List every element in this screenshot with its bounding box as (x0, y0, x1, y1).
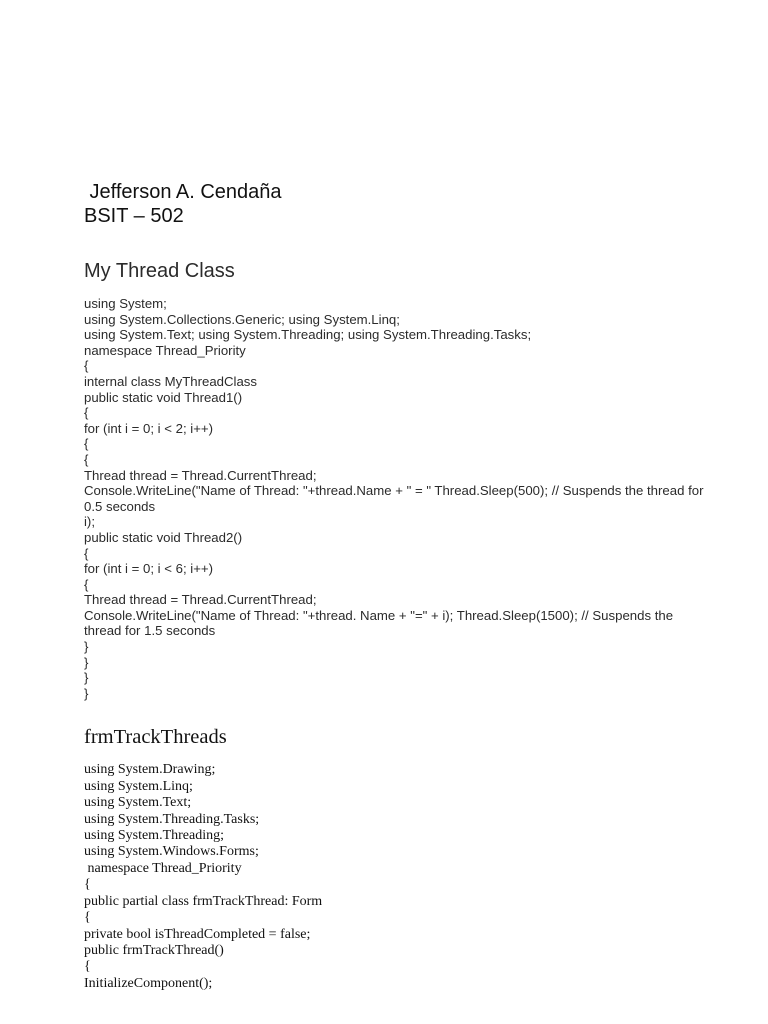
code-line: } (84, 685, 89, 701)
code-line: Thread thread = Thread.CurrentThread; (84, 592, 317, 608)
code-line: } (84, 670, 89, 686)
code-line: InitializeComponent(); (84, 975, 213, 991)
code-line: internal class MyThreadClass (84, 373, 257, 389)
code-line: namespace Thread_Priority (84, 860, 242, 876)
code-line: { (84, 545, 89, 561)
code-line: Console.WriteLine("Name of Thread: "+thread.Name + " = " Thread.Sleep(500); // Suspends the thread for 0.5 seconds (84, 483, 708, 514)
code-line: public static void Thread1() (84, 389, 243, 405)
code-line: private bool isThreadCompleted = false; (84, 926, 311, 942)
code-line: { (84, 451, 89, 467)
code-line: } (84, 639, 89, 655)
document-page (84, 180, 708, 992)
code-line: Thread thread = Thread.CurrentThread; (84, 467, 317, 483)
code-line: { (84, 576, 89, 592)
code-line: { (84, 436, 89, 452)
code-line: using System.Drawing; (84, 762, 216, 778)
code-block-frm-track-threads (84, 762, 704, 992)
code-line: { (84, 959, 91, 975)
code-line: using System.Threading.Tasks; (84, 811, 260, 827)
code-line: { (84, 910, 91, 926)
code-line: using System.Threading; (84, 828, 224, 844)
code-block-my-thread-class (84, 296, 708, 701)
author-name: Jefferson A. Cendaña (84, 181, 282, 203)
code-line: using System.Linq; (84, 778, 193, 794)
author-section: BSIT – 502 (84, 205, 184, 227)
code-line: i); (84, 514, 95, 530)
code-line: for (int i = 0; i < 6; i++) (84, 561, 214, 577)
code-line: using System.Text; (84, 795, 192, 811)
code-line: using System.Text; using System.Threading; using System.Threading.Tasks; (84, 327, 532, 343)
section-heading-my-thread-class: My Thread Class (84, 260, 235, 282)
code-line: using System; (84, 296, 167, 311)
code-line: { (84, 405, 89, 421)
code-line: } (84, 654, 89, 670)
code-line: using System.Windows.Forms; (84, 844, 259, 860)
code-line: { (84, 358, 89, 374)
code-line: public frmTrackThread() (84, 942, 224, 958)
code-line: for (int i = 0; i < 2; i++) (84, 420, 214, 436)
section-heading-frm-track-threads: frmTrackThreads (84, 726, 227, 749)
code-line: using System.Collections.Generic; using System.Linq; (84, 311, 400, 327)
code-line: { (84, 877, 91, 893)
code-line: public static void Thread2() (84, 529, 243, 545)
code-line: public partial class frmTrackThread: Form (84, 893, 323, 909)
code-line: namespace Thread_Priority (84, 342, 246, 358)
code-line: Console.WriteLine("Name of Thread: "+thread. Name + "=" + i); Thread.Sleep(1500); // Suspends the thread for 1.5 seconds (84, 607, 677, 639)
